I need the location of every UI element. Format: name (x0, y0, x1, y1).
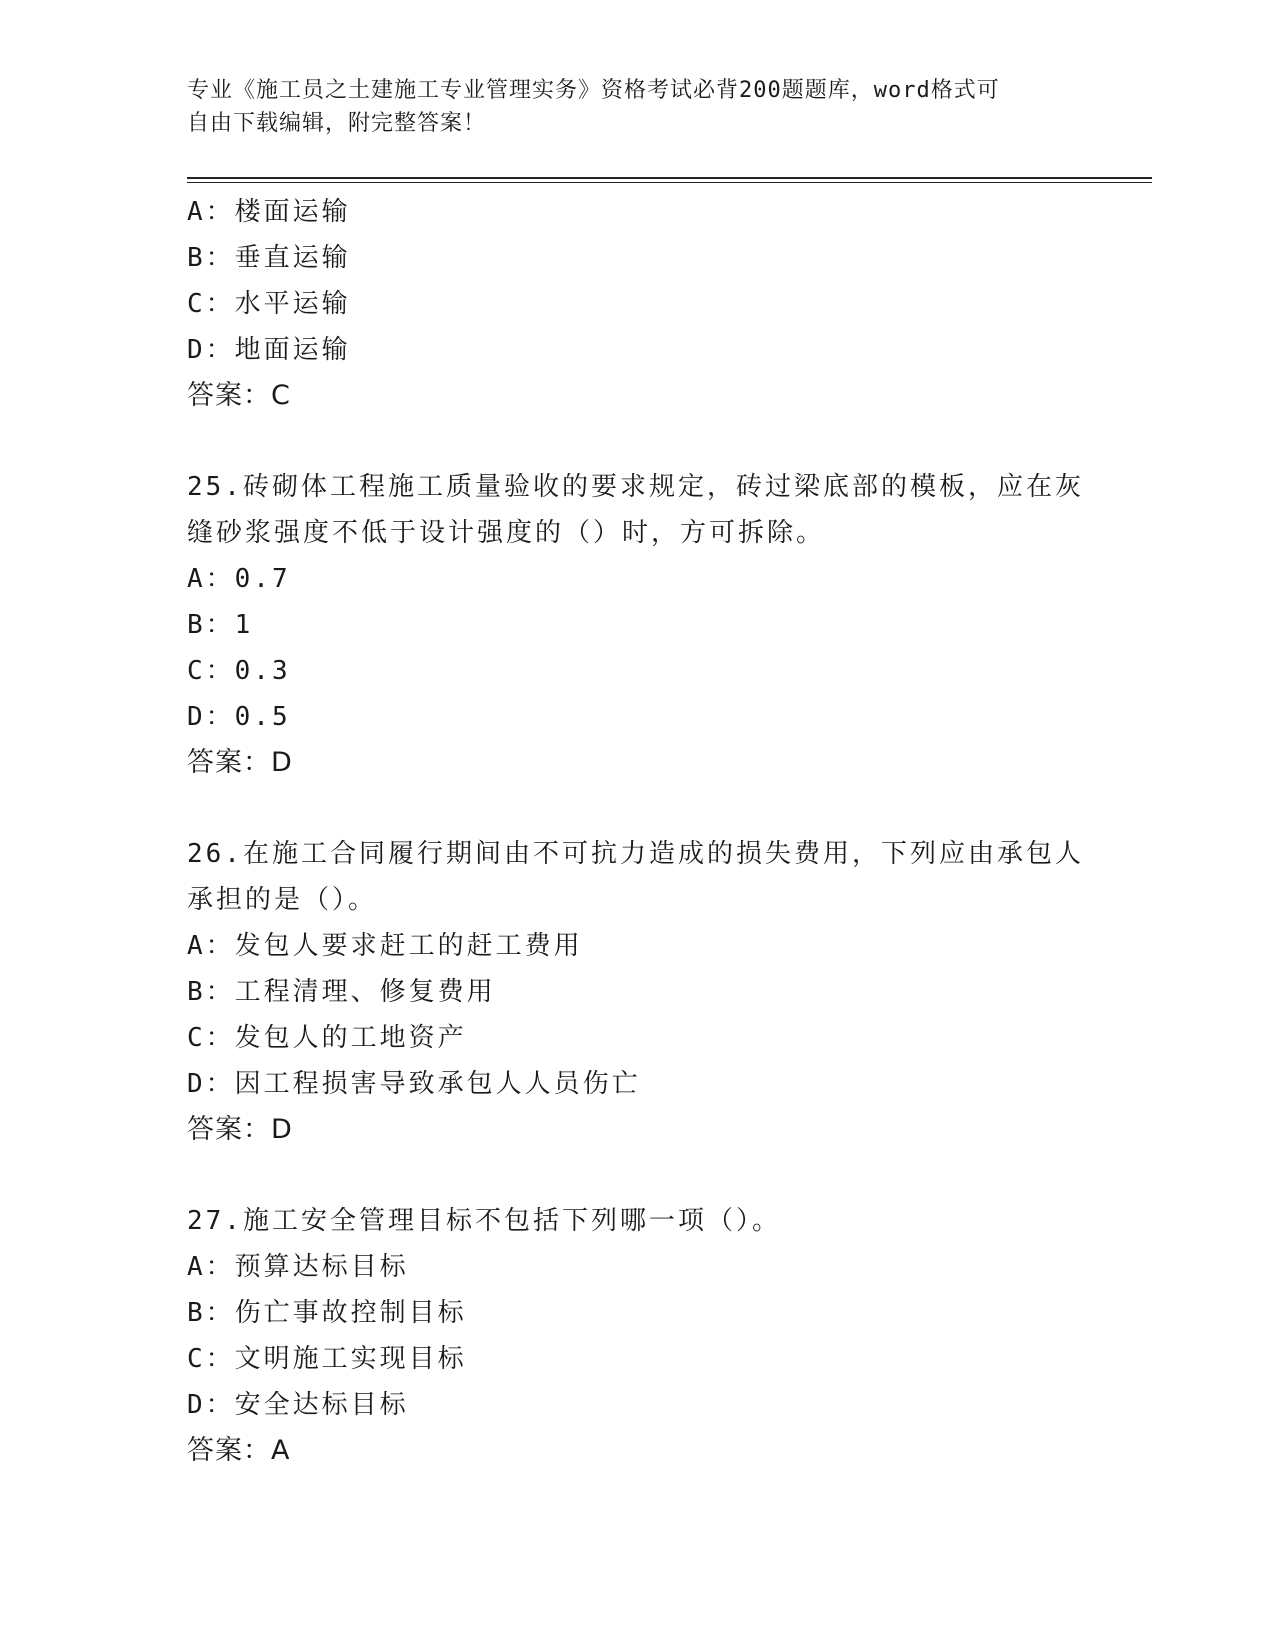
option-b: B：伤亡事故控制目标 (187, 1298, 467, 1328)
option-a: A：发包人要求赶工的赶工费用 (187, 931, 583, 961)
option-d: D：地面运输 (187, 335, 351, 365)
option-a: A：楼面运输 (187, 197, 351, 227)
question-text-line-2: 承担的是（）。 (187, 885, 378, 915)
spacer (187, 419, 1087, 464)
option-d: D：因工程损害导致承包人人员伤亡 (187, 1069, 641, 1099)
option-a: A：0.7 (187, 564, 291, 594)
option-a: A：预算达标目标 (187, 1252, 409, 1282)
question-text-line-2: 缝砂浆强度不低于设计强度的（）时，方可拆除。 (187, 518, 826, 548)
option-c: C：水平运输 (187, 289, 351, 319)
header-divider-thick (187, 177, 1152, 179)
option-c: C：发包人的工地资产 (187, 1023, 467, 1053)
document-header (187, 74, 1067, 140)
answer-line: 答案：A (187, 1435, 291, 1466)
question-text-line-1: 26.在施工合同履行期间由不可抗力造成的损失费用，下列应由承包人 (187, 839, 1084, 869)
header-divider-thin (187, 182, 1152, 183)
answer-line: 答案：D (187, 1114, 293, 1145)
option-b: B：1 (187, 610, 254, 640)
header-line-2: 自由下载编辑，附完整答案！ (187, 111, 487, 136)
option-b: B：工程清理、修复费用 (187, 977, 496, 1007)
question-block-25 (187, 464, 1087, 786)
question-block-26 (187, 831, 1087, 1153)
header-line-1: 专业《施工员之土建施工专业管理实务》资格考试必背200题题库，word格式可 (187, 78, 1000, 103)
question-list (187, 189, 1087, 1474)
spacer (187, 786, 1087, 831)
spacer (187, 1153, 1087, 1198)
option-d: D：安全达标目标 (187, 1390, 409, 1420)
question-text-line-1: 27.施工安全管理目标不包括下列哪一项（）。 (187, 1206, 781, 1236)
option-c: C：0.3 (187, 656, 291, 686)
option-b: B：垂直运输 (187, 243, 351, 273)
answer-line: 答案：D (187, 747, 293, 778)
option-d: D：0.5 (187, 702, 291, 732)
question-text-line-1: 25.砖砌体工程施工质量验收的要求规定，砖过梁底部的模板，应在灰 (187, 472, 1084, 502)
option-c: C：文明施工实现目标 (187, 1344, 467, 1374)
question-block-24 (187, 189, 1087, 419)
question-block-27 (187, 1198, 1087, 1474)
answer-line: 答案：C (187, 380, 291, 411)
